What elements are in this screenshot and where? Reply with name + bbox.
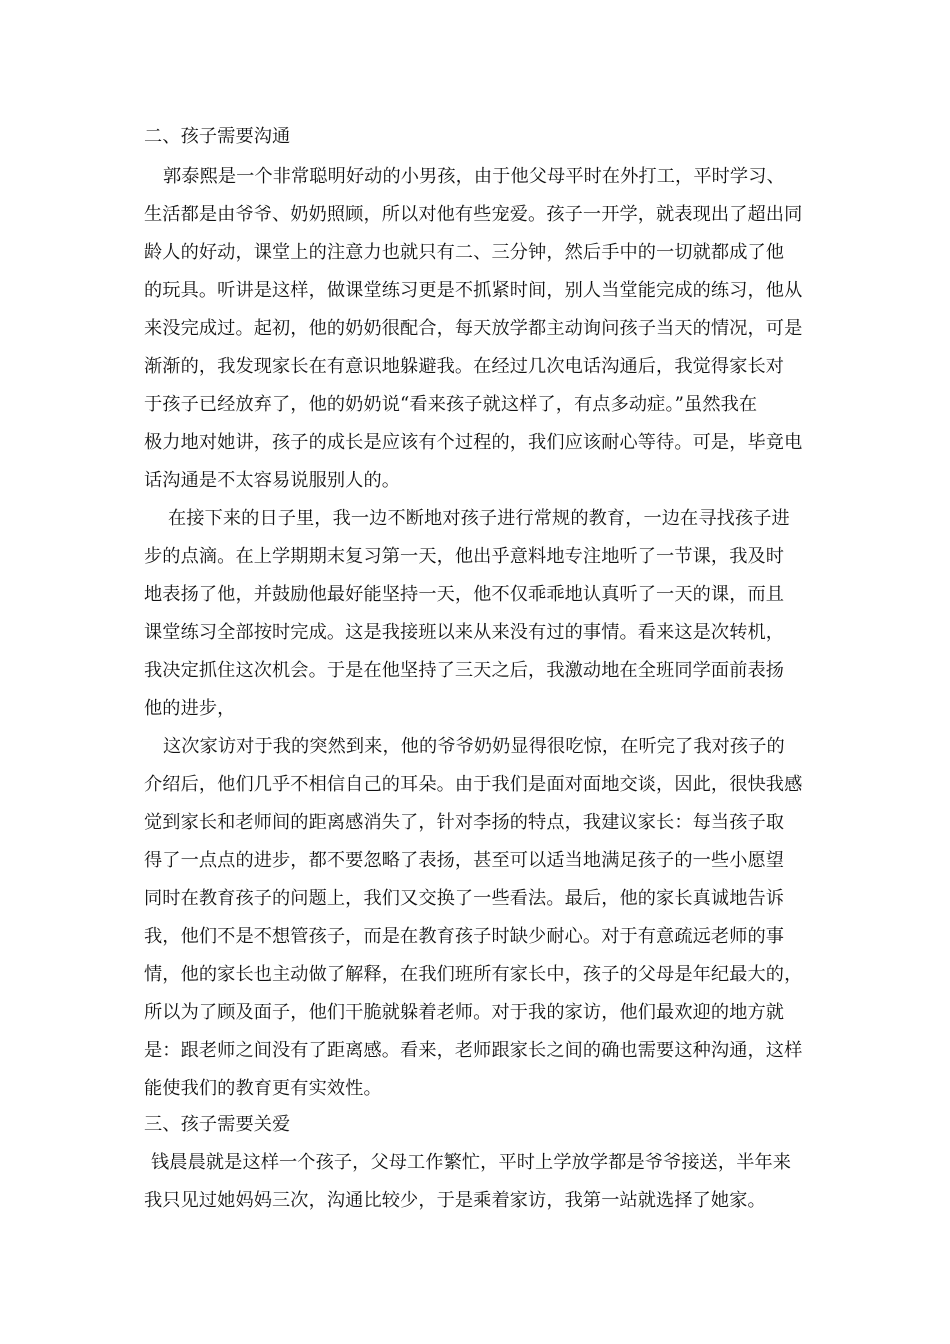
paragraph-line: 渐渐的，我发现家长在有意识地躲避我。在经过几次电话沟通后，我觉得家长对 <box>144 356 785 377</box>
section-heading: 二、孩子需要沟通 <box>144 126 291 147</box>
paragraph-line: 郭泰熙是一个非常聪明好动的小男孩，由于他父母平时在外打工，平时学习、 <box>163 166 785 187</box>
paragraph-line: 生活都是由爷爷、奶奶照顾，所以对他有些宠爱。孩子一开学，就表现出了超出同 <box>144 204 803 225</box>
paragraph-line: 他的进步， <box>144 698 236 719</box>
paragraph-line: 能使我们的教育更有实效性。 <box>144 1078 382 1099</box>
paragraph-line: 龄人的好动，课堂上的注意力也就只有二、三分钟，然后手中的一切就都成了他 <box>144 242 785 263</box>
paragraph-line: 的玩具。听讲是这样，做课堂练习更是不抓紧时间，别人当堂能完成的练习，他从 <box>144 280 803 301</box>
paragraph-line: 同时在教育孩子的问题上，我们又交换了一些看法。最后，他的家长真诚地告诉 <box>144 888 785 909</box>
paragraph-line: 所以为了顾及面子，他们干脆就躲着老师。对于我的家访，他们最欢迎的地方就 <box>144 1002 785 1023</box>
paragraph-line: 课堂练习全部按时完成。这是我接班以来从来没有过的事情。看来这是次转机， <box>144 622 785 643</box>
section-heading: 三、孩子需要关爱 <box>144 1114 291 1135</box>
paragraph-line: 步的点滴。在上学期期末复习第一天，他出乎意料地专注地听了一节课，我及时 <box>144 546 785 567</box>
paragraph-line: 来没完成过。起初，他的奶奶很配合，每天放学都主动询问孩子当天的情况，可是 <box>144 318 803 339</box>
paragraph-line: 是：跟老师之间没有了距离感。看来，老师跟家长之间的确也需要这种沟通，这样 <box>144 1040 803 1061</box>
paragraph-line: 我，他们不是不想管孩子，而是在教育孩子时缺少耐心。对于有意疏远老师的事 <box>144 926 785 947</box>
paragraph-line: 钱晨晨就是这样一个孩子，父母工作繁忙，平时上学放学都是爷爷接送，半年来 <box>151 1152 792 1173</box>
paragraph-line: 我只见过她妈妈三次，沟通比较少，于是乘着家访，我第一站就选择了她家。 <box>144 1190 766 1211</box>
paragraph-line: 得了一点点的进步，都不要忽略了表扬，甚至可以适当地满足孩子的一些小愿望 <box>144 850 785 871</box>
paragraph-line: 地表扬了他，并鼓励他最好能坚持一天，他不仅乖乖地认真听了一天的课，而且 <box>144 584 785 605</box>
paragraph-line: 情，他的家长也主动做了解释，在我们班所有家长中，孩子的父母是年纪最大的， <box>144 964 803 985</box>
paragraph-line: 于孩子已经放弃了，他的奶奶说“看来孩子就这样了，有点多动症。”虽然我在 <box>144 394 758 415</box>
paragraph-line: 觉到家长和老师间的距离感消失了，针对李扬的特点，我建议家长：每当孩子取 <box>144 812 785 833</box>
paragraph-line: 话沟通是不太容易说服别人的。 <box>144 470 401 491</box>
paragraph-line: 在接下来的日子里，我一边不断地对孩子进行常规的教育，一边在寻找孩子进 <box>168 508 790 529</box>
paragraph-line: 这次家访对于我的突然到来，他的爷爷奶奶显得很吃惊，在听完了我对孩子的 <box>163 736 785 757</box>
paragraph-line: 我决定抓住这次机会。于是在他坚持了三天之后，我激动地在全班同学面前表扬 <box>144 660 785 681</box>
paragraph-line: 介绍后，他们几乎不相信自己的耳朵。由于我们是面对面地交谈，因此，很快我感 <box>144 774 803 795</box>
paragraph-line: 极力地对她讲，孩子的成长是应该有个过程的，我们应该耐心等待。可是，毕竟电 <box>144 432 803 453</box>
